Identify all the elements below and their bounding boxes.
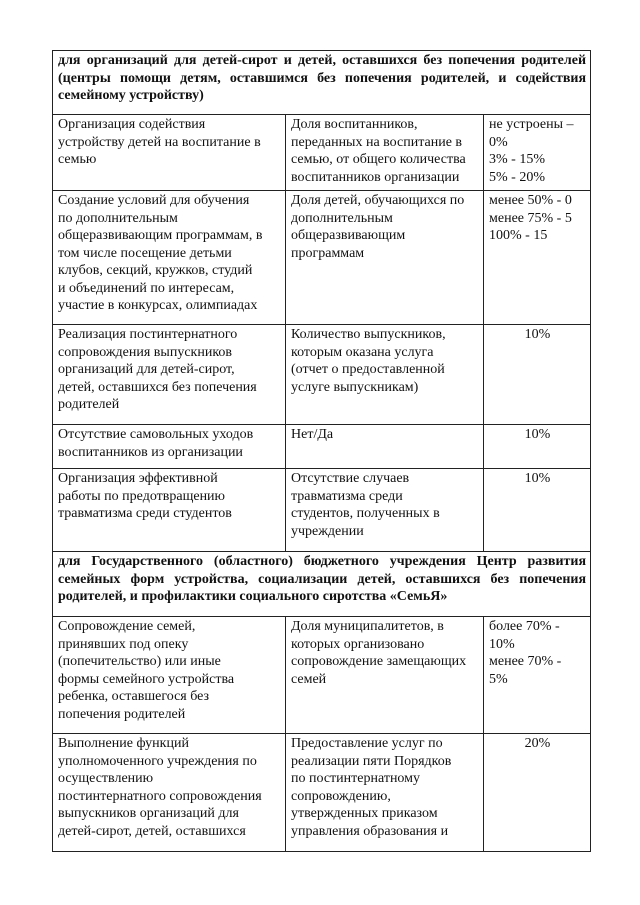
table-row: [53, 617, 591, 734]
activity-cell: Организация содействия устройству детей на воспитание в семью: [53, 115, 286, 191]
section-heading-row: [53, 552, 591, 617]
indicator-cell: Доля детей, обучающихся по дополнительным общеразвивающим программам: [286, 191, 484, 325]
table-row: [53, 734, 591, 852]
activity-cell: Организация эффективной работы по предотвращению травматизма среди студентов: [53, 469, 286, 552]
section-heading: для организаций для детей-сирот и детей, оставшихся без попечения родителей (центры помощи детям, оставшимся без попечения родителей, и содействия семейному устройству): [53, 51, 591, 115]
table-row: [53, 425, 591, 469]
section-heading: для Государственного (областного) бюджетного учреждения Центр развития семейных форм устройства, социализации детей, оставшихся без попечения родителей, и профилактики социального сиротства «СемьЯ»: [53, 552, 591, 617]
value-cell: 10%: [484, 325, 591, 425]
activity-cell: Создание условий для обучения по дополнительным общеразвивающим программам, в том числе посещение детьми клубов, секций, кружков, студий и объединений по интересам, участие в конкурсах, олимпиадах: [53, 191, 286, 325]
activity-cell: Отсутствие самовольных уходов воспитанников из организации: [53, 425, 286, 469]
value-cell: более 70% - 10% менее 70% - 5%: [484, 617, 591, 734]
activity-cell: Реализация постинтернатного сопровождения выпускников организаций для детей-сирот, детей, оставшихся без попечения родителей: [53, 325, 286, 425]
indicator-cell: Нет/Да: [286, 425, 484, 469]
indicator-cell: Доля воспитанников, переданных на воспитание в семью, от общего количества воспитанников организации: [286, 115, 484, 191]
indicator-cell: Количество выпускников, которым оказана услуга (отчет о предоставленной услуге выпускникам): [286, 325, 484, 425]
indicator-cell: Доля муниципалитетов, в которых организовано сопровождение замещающих семей: [286, 617, 484, 734]
value-cell: 10%: [484, 469, 591, 552]
table-row: [53, 325, 591, 425]
value-cell: 20%: [484, 734, 591, 852]
indicator-cell: Предоставление услуг по реализации пяти Порядков по постинтернатному сопровождению, утвержденных приказом управления образования и: [286, 734, 484, 852]
table-row: [53, 115, 591, 191]
criteria-table: [52, 50, 591, 852]
value-cell: не устроены – 0% 3% - 15% 5% - 20%: [484, 115, 591, 191]
table-row: [53, 469, 591, 552]
indicator-cell: Отсутствие случаев травматизма среди студентов, полученных в учреждении: [286, 469, 484, 552]
value-cell: менее 50% - 0 менее 75% - 5 100% - 15: [484, 191, 591, 325]
value-cell: 10%: [484, 425, 591, 469]
table-row: [53, 191, 591, 325]
section-heading-row: [53, 51, 591, 115]
activity-cell: Сопровождение семей, принявших под опеку (попечительство) или иные формы семейного устройства ребенка, оставшегося без попечения родителей: [53, 617, 286, 734]
activity-cell: Выполнение функций уполномоченного учреждения по осуществлению постинтернатного сопровождения выпускников организаций для детей-сирот, детей, оставшихся: [53, 734, 286, 852]
